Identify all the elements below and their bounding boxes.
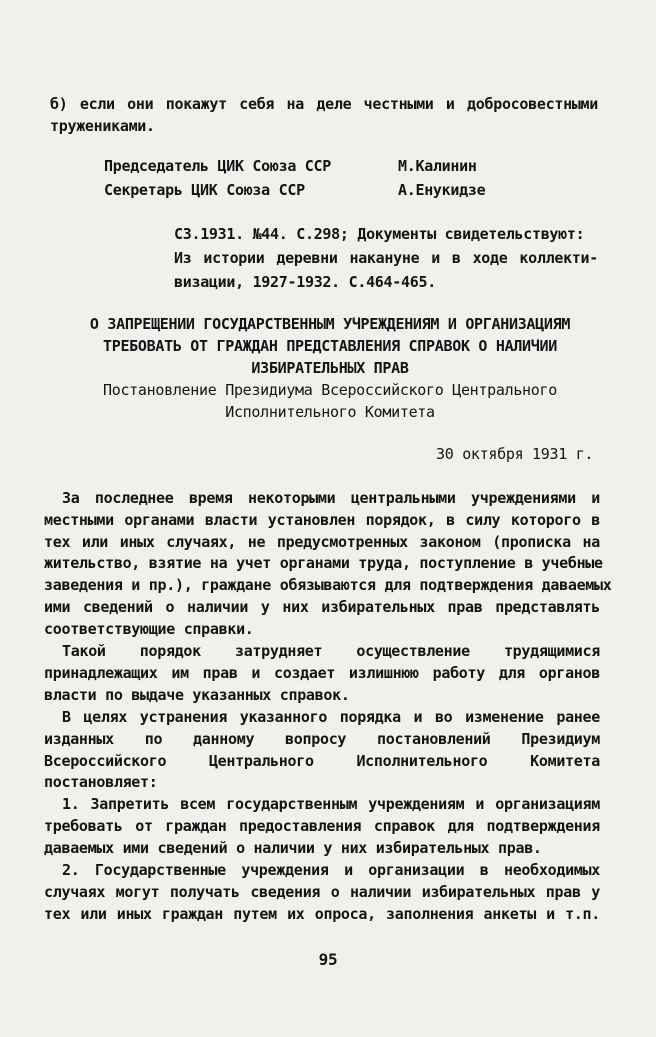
signatory-role: Председатель ЦИК Союза ССР xyxy=(104,157,332,175)
title-line: О ЗАПРЕЩЕНИИ ГОСУДАРСТВЕННЫМ УЧРЕЖДЕНИЯМ И ОРГАНИЗАЦИЯМ xyxy=(89,315,571,333)
text-line: б) если они покажут себя на деле честными и добросовестными xyxy=(50,95,598,113)
text-line: даваемых ими сведений о наличии у них избирательных прав. xyxy=(44,838,542,857)
text-line: заведения и пр.), граждане обязываются для подтверждения даваемых xyxy=(44,576,612,595)
text-line: постановляет: xyxy=(44,773,158,792)
body-paragraph xyxy=(44,488,612,641)
title-line: ТРЕБОВАТЬ ОТ ГРАЖДАН ПРЕДСТАВЛЕНИЯ СПРАВОК О НАЛИЧИИ xyxy=(102,337,557,355)
body-paragraph xyxy=(44,794,600,859)
text-line: тех или иных граждан путем их опроса, заполнения анкеты и т.п. xyxy=(44,904,600,923)
text-line: За последнее время некоторыми центральными учреждениями и xyxy=(62,489,600,507)
citation-line: визации, 1927-1932. С.464-465. xyxy=(174,273,436,291)
body-paragraph xyxy=(44,860,600,925)
citation-line: СЗ.1931. №44. С.298; Документы свидетельствуют: xyxy=(174,225,585,243)
signatory-name: А.Енукидзе xyxy=(398,181,486,199)
text-line: тех или иных случаях, не предусмотренных законом (прописка на xyxy=(44,532,600,551)
text-line: 2. Государственные учреждения и организации в необходимых xyxy=(62,861,600,879)
text-line: жительство, взятие на учет органами труда, поступление в учебные xyxy=(44,554,603,573)
title-line: ИЗБИРАТЕЛЬНЫХ ПРАВ xyxy=(251,359,409,377)
text-line: изданных по данному вопросу постановлений Президиум xyxy=(44,729,600,748)
body-paragraph xyxy=(44,641,600,706)
text-line: власти по выдаче указанных справок. xyxy=(44,685,350,704)
top-paragraph xyxy=(50,94,598,138)
citation-line: Из истории деревни накануне и в ходе коллекти- xyxy=(174,249,598,267)
signatory-name: М.Калинин xyxy=(398,157,477,175)
text-line: принадлежащих им прав и создает излишнюю работу для органов xyxy=(44,663,600,682)
text-line: местными органами власти установлен порядок, в силу которого в xyxy=(44,510,600,529)
text-line: соответствующие справки. xyxy=(44,619,254,638)
subtitle-line: Постановление Президиума Всероссийского Центрального xyxy=(102,381,557,399)
text-line: ими сведений о наличии у них избирательных прав представлять xyxy=(44,597,600,616)
text-line: Такой порядок затрудняет осуществление трудящимися xyxy=(62,642,600,660)
text-line: случаях могут получать сведения о наличии избирательных прав у xyxy=(44,882,600,901)
body-paragraph xyxy=(44,707,600,794)
document-date: 30 октября 1931 г. xyxy=(436,445,594,463)
text-line: В целях устранения указанного порядка и во изменение ранее xyxy=(62,708,600,726)
text-line: тружениками. xyxy=(50,116,155,135)
subtitle-line: Исполнительного Комитета xyxy=(225,403,435,421)
signatory-role: Секретарь ЦИК Союза ССР xyxy=(104,181,305,199)
text-line: 1. Запретить всем государственным учреждениям и организациям xyxy=(62,795,600,813)
text-line: требовать от граждан предоставления справок для подтверждения xyxy=(44,816,600,835)
citation xyxy=(174,222,598,294)
text-line: Всероссийского Центрального Исполнительного Комитета xyxy=(44,751,600,770)
page-number: 95 xyxy=(318,950,338,969)
